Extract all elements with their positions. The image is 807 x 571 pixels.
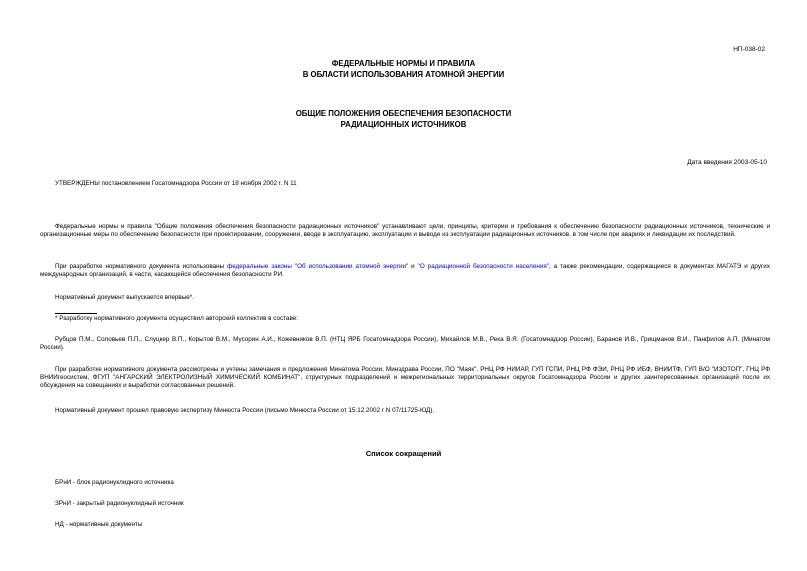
intro-date: Дата введения 2003-05-10 [687, 159, 767, 166]
paragraph-review: При разработке нормативного документа рассмотрены и учтены замечания и предложения Минатома России, Минздрава России, ПО "Маяк", РНЦ РФ НИИАР, ГУП ГСПИ, РНЦ РФ ФЭИ, РНЦ РФ ИБФ, ВНИИТФ, ГУП В/О "ИЗОТОП", ГНЦ РФ ВНИИгеосистем, ФГУП "АНГАРСКИЙ ЭЛЕКТРОЛИЗНЫЙ ХИМИЧЕСКИЙ КОМБИНАТ", структурных подразделений и межрегиональных территориальных округов Госатомнадзора России и других заинтересованных организаций после их обсуждения на совещаниях и выработки согласованных решений. [40, 366, 770, 389]
abbreviation-item: НД - нормативные документы [55, 521, 143, 528]
sources-text-mid: и [408, 263, 418, 270]
paragraph-first-issue: Нормативный документ выпускается впервые*. [55, 294, 194, 301]
title-line-1: ОБЩИЕ ПОЛОЖЕНИЯ ОБЕСПЕЧЕНИЯ БЕЗОПАСНОСТИ [295, 109, 512, 118]
document-header [0, 58, 807, 80]
header-line-1: ФЕДЕРАЛЬНЫЕ НОРМЫ И ПРАВИЛА [331, 59, 476, 68]
abbreviations-title: Список сокращений [365, 449, 442, 458]
abbreviation-item: БРнИ - блок радионуклидного источника [55, 479, 174, 486]
paragraph-purpose: Федеральные нормы и правила "Общие положения обеспечения безопасности радиационных источников" устанавливают цели, принципы, критерии и требования к обеспечению безопасности радиационных источников, технические и организационные меры по обеспечению безопасности при проектировании, сооружении, вводе в эксплуатацию, эксплуатации и выводе из эксплуатации радиационных источников, в том числе при авариях и ликвидации их последствий. [40, 223, 770, 238]
footnote-divider [55, 313, 97, 314]
paragraph-legal-review: Нормативный документ прошел правовую экспертизу Минюста России (письмо Минюста России от 15.12.2002 г N 07/11725-ЮД). [55, 407, 435, 414]
law-link-atomic-energy[interactable]: федеральные законы "Об использовании атомной энергии" [227, 263, 409, 270]
document-title [0, 108, 807, 130]
sources-text-after: , а также рекомендации, содержащиеся в документах МАГАТЭ и других международных организаций, в части, касающейся обеспечения безопасности РИ. [40, 263, 770, 278]
document-number: НП-038-02 [733, 46, 765, 53]
title-line-2: РАДИАЦИОННЫХ ИСТОЧНИКОВ [340, 120, 467, 129]
law-link-radiation-safety[interactable]: "О радиационной безопасности населения" [417, 263, 549, 270]
approved-line: УТВЕРЖДЕНЫ постановлением Госатомнадзора России от 18 ноября 2002 г. N 11 [55, 180, 297, 187]
abbreviation-item: ЗРнИ - закрытый радионуклидный источник [55, 500, 184, 507]
paragraph-sources [40, 263, 770, 279]
footnote-title: * Разработку нормативного документа осуществил авторский коллектив в составе: [55, 315, 298, 322]
paragraph-authors: Рубцов П.М., Соловьев П.П., Слуцкер В.П., Корытов В.М., Мусорин А.И., Кожевников В.П. (НТЦ ЯРБ Госатомнадзора России), Михайлов М.В., Река В.Я. (Госатомнадзор России), Баранов И.В., Грищманов В.И., Панфилов А.П. (Минатом России). [40, 336, 770, 351]
header-line-2: В ОБЛАСТИ ИСПОЛЬЗОВАНИЯ АТОМНОЙ ЭНЕРГИИ [302, 70, 505, 79]
sources-text-before: При разработке нормативного документа использованы [55, 263, 228, 270]
